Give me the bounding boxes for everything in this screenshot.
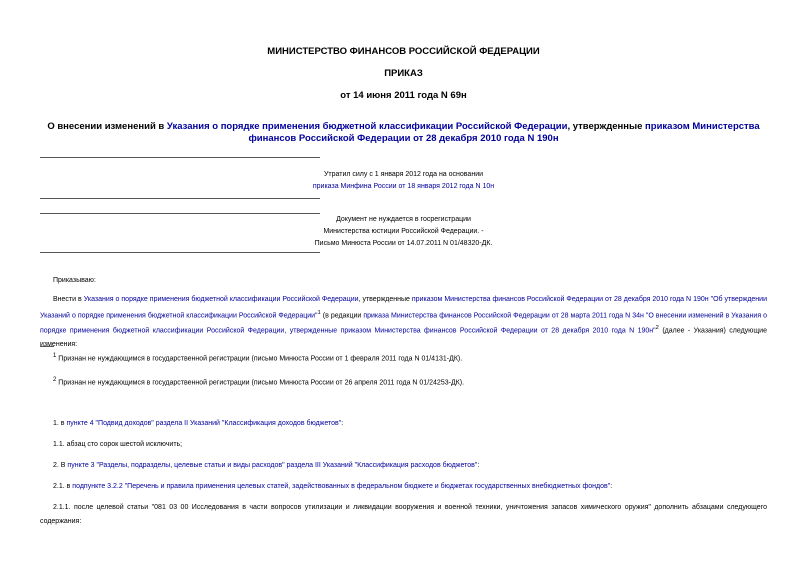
item2-link[interactable]: пункте 3 "Разделы, подразделы, целевые статьи и виды расходов" раздела III Указаний "Классификация расходов бюджетов" <box>67 462 478 469</box>
divider <box>40 252 320 253</box>
footnote-divider <box>40 346 54 347</box>
title-text-1: О внесении изменений в <box>47 121 167 132</box>
title-text-2: , утвержденные <box>567 121 646 132</box>
registration-note-line1: Документ не нуждается в госрегистрации <box>336 216 471 223</box>
footnote-ref-2[interactable]: 2 <box>655 325 659 332</box>
footnote-1: $^1$ Признан не нуждающимся в государственной регистрации (письмо Минюста России от 1 февраля 2011 года N 01/4131-ДК). <box>53 353 463 363</box>
item1-link[interactable]: пункте 4 "Подвид доходов" раздела II Указаний "Классификация доходов бюджетов" <box>66 420 342 427</box>
registration-note <box>200 214 607 250</box>
repeal-note-link[interactable]: приказа Минфина России от 18 января 2012 года N 10н <box>312 183 495 190</box>
registration-note-line3: Письмо Минюста России от 14.07.2011 N 01/48320-ДК. <box>314 240 493 247</box>
doc-date-number: от 14 июня 2011 года N 69н <box>340 90 467 101</box>
ministry-heading: МИНИСТЕРСТВО ФИНАНСОВ РОССИЙСКОЙ ФЕДЕРАЦИИ <box>267 46 540 57</box>
footnote-2: $^2$ Признан не нуждающимся в государственной регистрации (письмо Минюста России от 26 апреля 2011 года N 01/24253-ДК). <box>53 377 465 387</box>
doc-type-heading: ПРИКАЗ <box>384 68 423 79</box>
p1-link-order-34n[interactable]: приказа Министерства финансов Российской Федерации от 28 марта 2011 года N 34н "О внесении изменений в Указания о порядке применения бюджетной классификации Российской Федерации, утвержденные приказом Министерства финансов Российской Федерации от 28 декабря 2010 года N 190н" <box>40 311 767 335</box>
registration-note-line2: Министерства юстиции Российской Федерации. - <box>323 228 484 235</box>
repeal-note-text: Утратил силу с 1 января 2012 года на основании <box>323 171 484 178</box>
item-2: 2. В пункте 3 "Разделы, подразделы, целевые статьи и виды расходов" раздела III Указаний "Классификация расходов бюджетов": <box>53 462 480 469</box>
footnote-ref-1[interactable]: 1 <box>317 309 321 316</box>
item-2-1: 2.1. в подпункте 3.2.2 "Перечень и правила применения целевых статей, задействованных в федеральном бюджете и бюджетах государственных внебюджетных фондов": <box>53 483 613 490</box>
title-link-guidelines[interactable]: Указания о порядке применения бюджетной классификации Российской Федерации <box>166 121 568 132</box>
item-2-1-1: 2.1.1. после целевой статьи "081 03 00 Исследования в части вопросов утилизации и ликвидации вооружения и военной техники, уничтожения запасов химического оружия" дополнить абзацами следующего содержания: <box>40 504 767 525</box>
repeal-note <box>200 169 607 193</box>
item-1: 1. в пункте 4 "Подвид доходов" раздела II Указаний "Классификация доходов бюджетов": <box>53 420 344 427</box>
order-phrase: Приказываю: <box>53 277 96 284</box>
divider <box>40 157 320 158</box>
paragraph-main: Внести в Указания о порядке применения бюджетной классификации Российской Федерации, утвержденные приказом Министерства финансов Российской Федерации от 28 декабря 2010 года N 190н "Об утверждении Указаний о порядке применения бюджетной классификации Российской Федерации"$^1$ (в редакции приказа Министерства финансов Российской Федерации от 28 марта 2011 года N 34н "О внесении изменений в Указания о порядке применения бюджетной классификации Российской Федерации, утвержденные приказом Министерства финансов Российской Федерации от 28 декабря 2010 года N 190н"$^2$ (далее - Указания) следующие изменения: <box>40 296 767 349</box>
item-1-1: 1.1. абзац сто сорок шестой исключить; <box>53 441 183 448</box>
item21-link[interactable]: подпункте 3.2.2 "Перечень и правила применения целевых статей, задействованных в федеральном бюджете и бюджетах государственных внебюджетных фондов" <box>72 483 611 490</box>
p1-link-guidelines[interactable]: Указания о порядке применения бюджетной классификации Российской Федерации <box>83 296 359 303</box>
document-title <box>40 121 767 145</box>
divider <box>40 198 320 199</box>
p1-link-order-190n[interactable]: приказом Министерства финансов Российской Федерации от 28 декабря 2010 года N 190н "Об утверждении Указаний о порядке применения бюджетной классификации Российской Федерации" <box>40 296 767 319</box>
title-link-order-190n[interactable]: приказом Министерства финансов Российской Федерации от 28 декабря 2010 года N 190н <box>248 121 760 144</box>
